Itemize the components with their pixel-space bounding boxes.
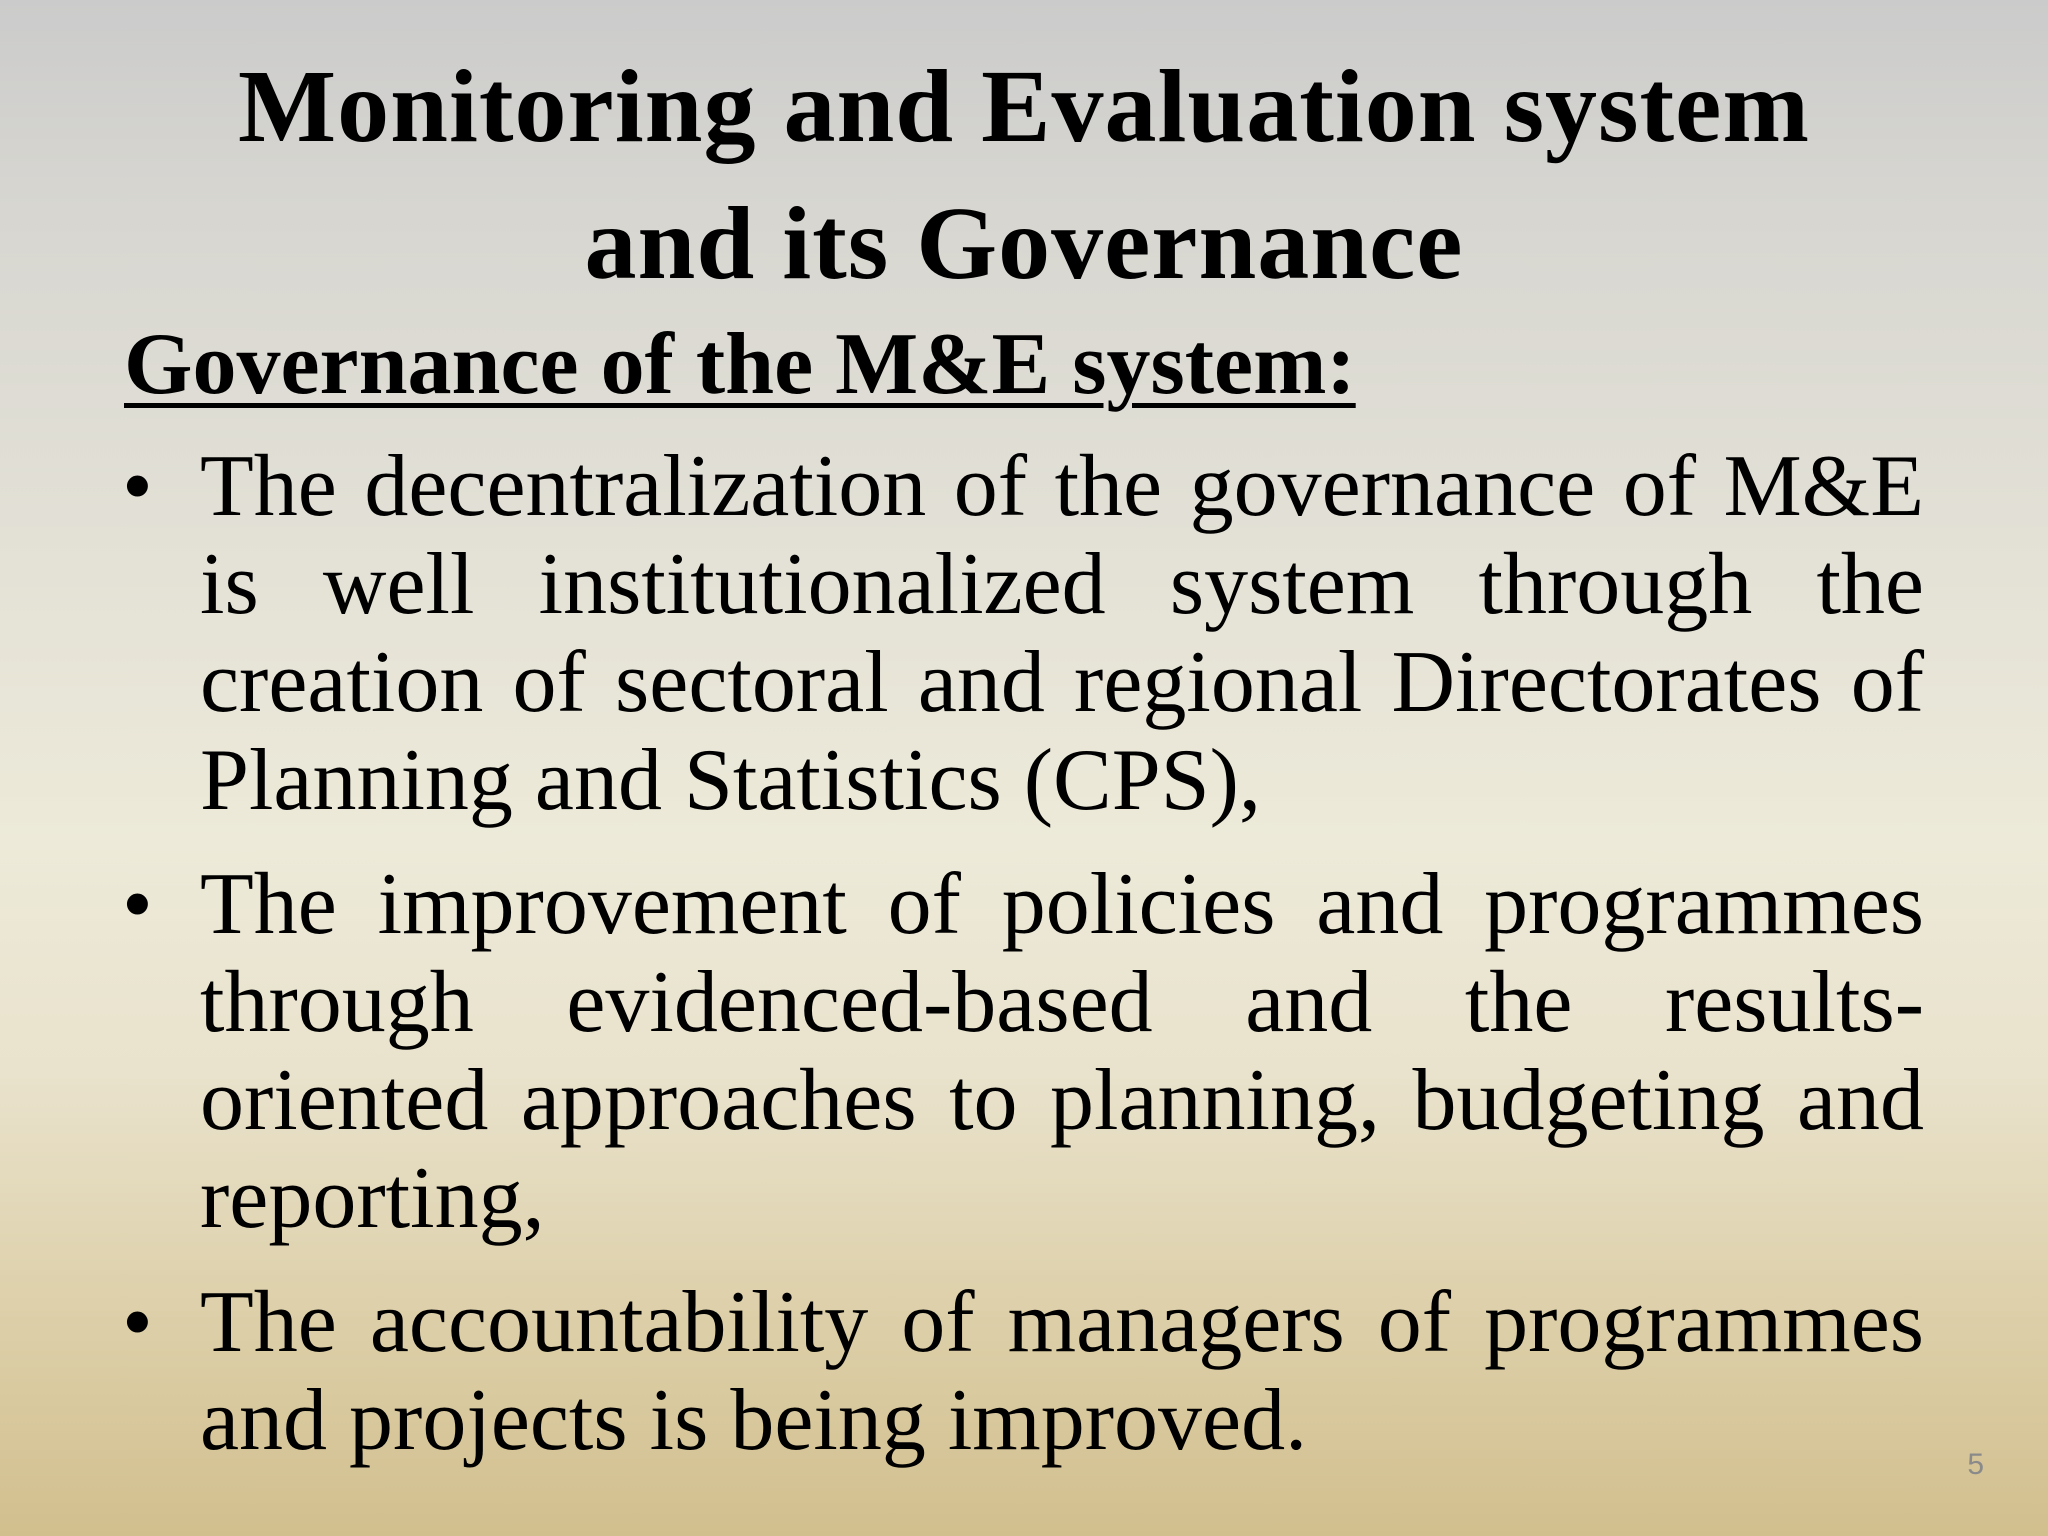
bullet-icon: • <box>122 856 153 953</box>
slide-title-line-1: Monitoring and Evaluation system <box>238 49 1810 164</box>
bullet-text: The decentralization of the governance of M&E is well institutionalized system through the creation of sectoral and regional Directorates of Planning and Statistics (CPS), <box>200 438 1924 829</box>
bullet-icon: • <box>122 438 153 535</box>
bullet-text: The improvement of policies and programmes through evidenced-based and the results-oriented approaches to planning, budgeting and reporting, <box>200 856 1924 1247</box>
page-number: 5 <box>1967 1448 1984 1481</box>
slide-title <box>60 38 1988 312</box>
bullet-text: The accountability of managers of programmes and projects is being improved. <box>200 1274 1924 1469</box>
bullet-item <box>118 438 1924 830</box>
slide-title-line-2: and its Governance <box>584 186 1464 301</box>
bullet-item <box>118 1274 1924 1470</box>
bullet-item <box>118 856 1924 1248</box>
section-subheading: Governance of the M&E system: <box>124 316 1356 413</box>
bullet-icon: • <box>122 1274 153 1371</box>
bullet-list <box>118 438 1924 1496</box>
